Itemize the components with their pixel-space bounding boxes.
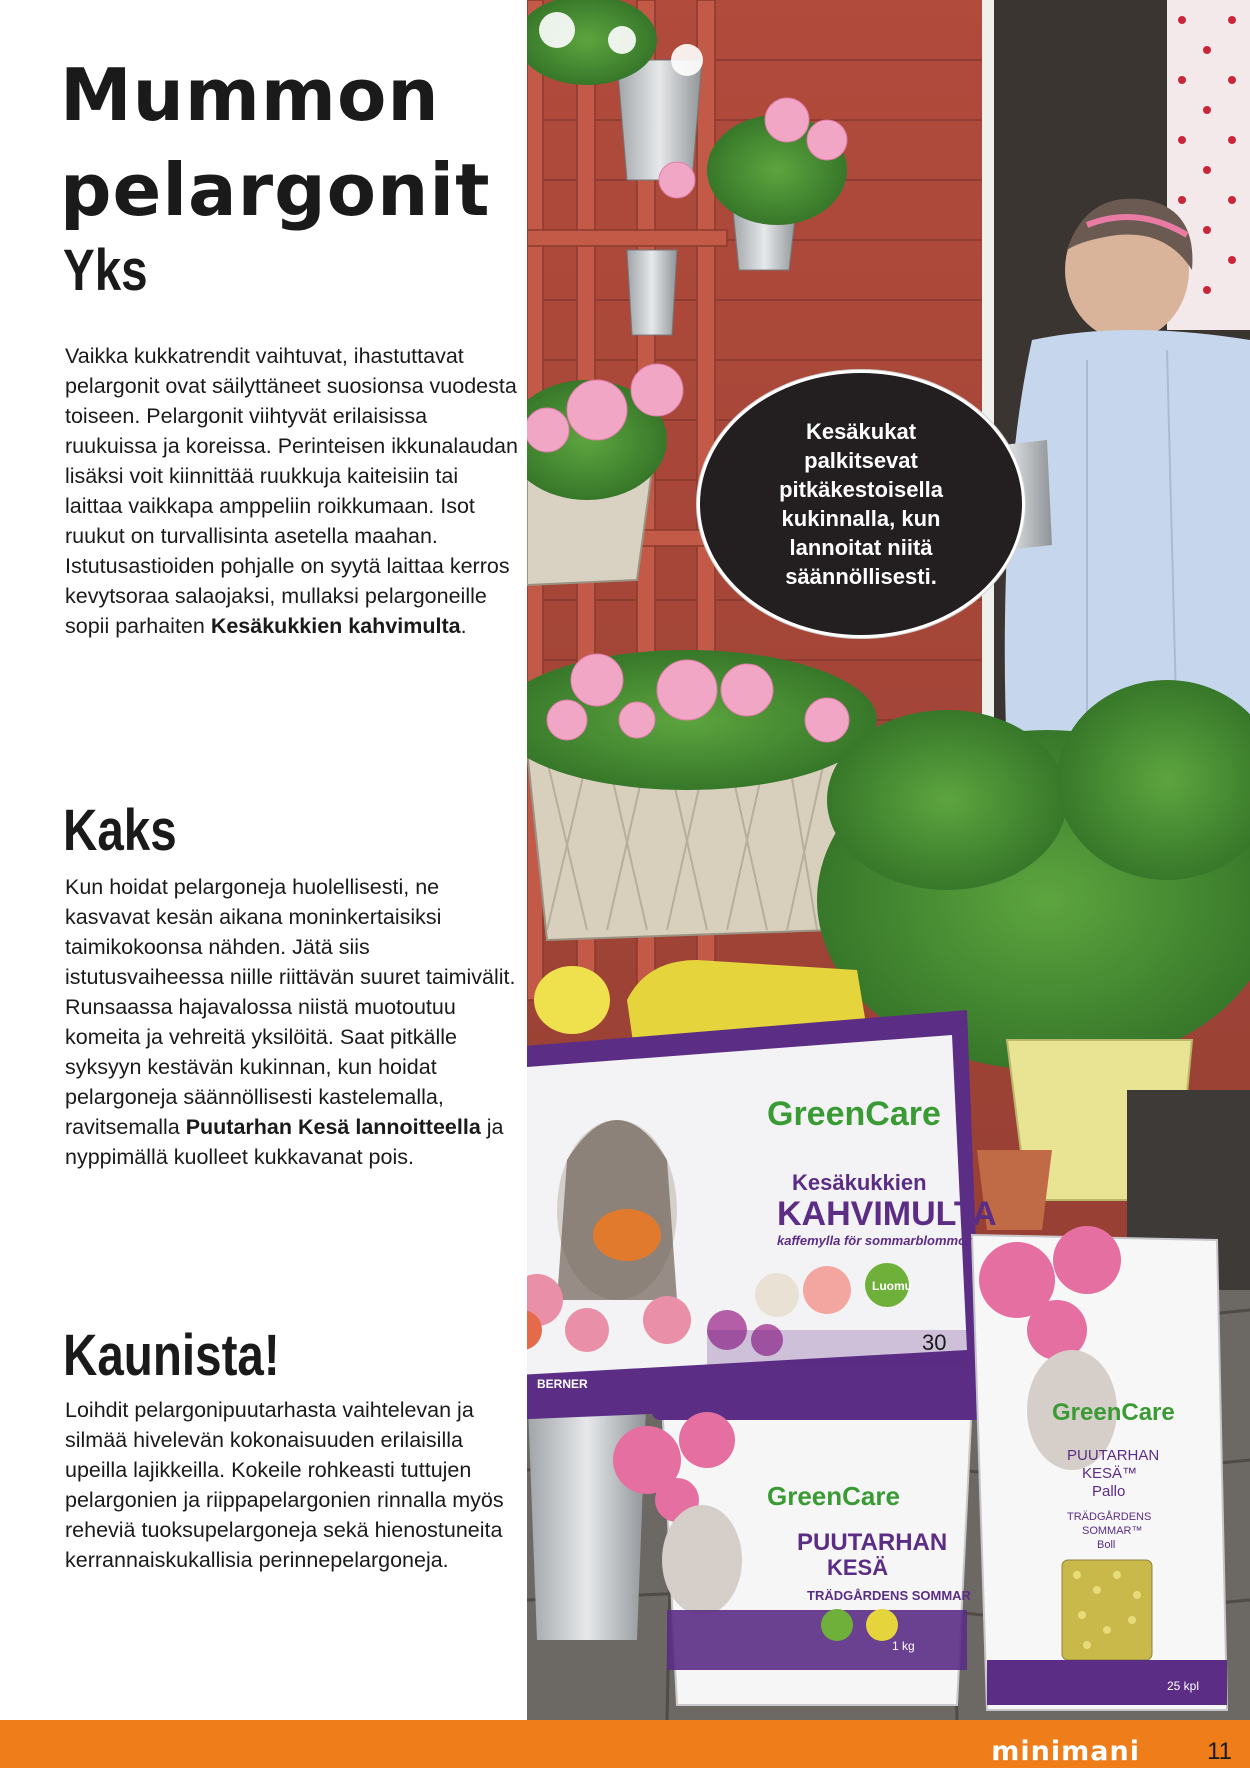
porch-scene-illustration — [527, 0, 1250, 1720]
bag-brand: GreenCare — [767, 1095, 941, 1133]
section-body-yks: Vaikka kukkatrendit vaihtuvat, ihastuttavat pelargonit ovat säilyttäneet suosionsa vuodesta toiseen. Pelargonit viihtyvät erilaisissa ruukuissa ja koreissa. Perinteisen ikkunalaudan lisäksi voit kiinnittää ruukkuja kaiteisiin tai laittaa vaikkapa amppeliin roikkumaan. Isot ruukut on turvallisinta asetella maahan. Istutusastioiden pohjalle on syytä laittaa kerros kevytsoraa salaojaksi, mullaksi pelargoneille sopii parhaiten Kesäkukkien kahvimulta. — [65, 344, 518, 638]
section-heading-kaks: Kaks — [63, 798, 177, 863]
pouch-brand: GreenCare — [1052, 1399, 1175, 1426]
page-title-word: pelargonit — [60, 148, 491, 232]
section-heading-yks: Yks — [63, 238, 148, 303]
pouch-count: 25 kpl — [1167, 1679, 1200, 1693]
section-heading-kaunista: Kaunista! — [63, 1323, 280, 1388]
info-bubble — [697, 370, 1025, 638]
pouch-name-line3: Pallo — [1092, 1483, 1126, 1500]
garden-photo — [527, 0, 1250, 1720]
bucket-brand: GreenCare — [767, 1481, 900, 1511]
pouch-sub-line1: TRÄDGÅRDENS — [1067, 1511, 1152, 1523]
info-bubble-text: Kesäkukat palkitsevat pitkäkestoisella kukinnalla, kun lannoitat niitä säännöllisesti. — [779, 419, 943, 589]
bag-name-line2: KAHVIMULTA — [777, 1195, 997, 1233]
pouch-name-line1: PUUTARHAN — [1067, 1447, 1160, 1464]
product-mention-kahvimulta: Kesäkukkien kahvimulta — [210, 614, 461, 638]
bag-sub: kaffemylla för sommarblommor — [777, 1233, 972, 1248]
section-body-kaks: Kun hoidat pelargoneja huolellisesti, ne kasvavat kesän aikana moninkertaisiksi taimikokoonsa nähden. Jätä siis istutusvaiheessa niille riittävän suuret taimivälit. Runsaassa hajavalossa niistä muotoutuu komeita ja vehreitä yksilöitä. Saat pitkälle syksyyn kestävän kukinnan, kun hoidat pelargoneja säännöllisesti kastelemalla, ravitsemalla Puutarhan Kesä lannoitteella ja nyppimällä kuolleet kukkavanat pois. — [65, 875, 516, 1169]
bucket-weight: 1 kg — [892, 1639, 915, 1653]
product-mention-lannoite: Puutarhan Kesä lannoitteella — [185, 1115, 481, 1139]
page-title-word: Mummon — [60, 53, 440, 137]
pouch-sub-line2: SOMMAR™ — [1082, 1525, 1143, 1537]
bag-badge: Luomu — [872, 1279, 912, 1293]
section-body-kaunista: Loihdit pelargonipuutarhasta vaihtelevan ja silmää hivelevän kokonaisuuden erilaisilla upeilla lajikkeilla. Kokeile rohkeasti tuttujen pelargonien ja riippapelargonien rinnalla myös reheviä tuoksupelargoneja sekä hienostuneita kerrannaiskukallisia perinnepelargoneja. — [65, 1398, 504, 1572]
page-number: 11 — [1207, 1738, 1232, 1765]
bag-volume: 30 — [922, 1330, 947, 1355]
pouch-sub-line3: Boll — [1097, 1539, 1116, 1551]
brand-logo-text: minimani — [991, 1736, 1140, 1767]
bag-name-line1: Kesäkukkien — [792, 1170, 927, 1195]
bucket-sub: TRÄDGÅRDENS SOMMAR — [807, 1588, 971, 1603]
bucket-name-line2: KESÄ — [827, 1555, 889, 1580]
bucket-name-line1: PUUTARHAN — [797, 1529, 948, 1556]
pouch-name-line2: KESÄ™ — [1082, 1465, 1138, 1482]
page-title — [60, 48, 491, 238]
bag-maker: BERNER — [537, 1377, 588, 1391]
text-column — [0, 0, 527, 1720]
